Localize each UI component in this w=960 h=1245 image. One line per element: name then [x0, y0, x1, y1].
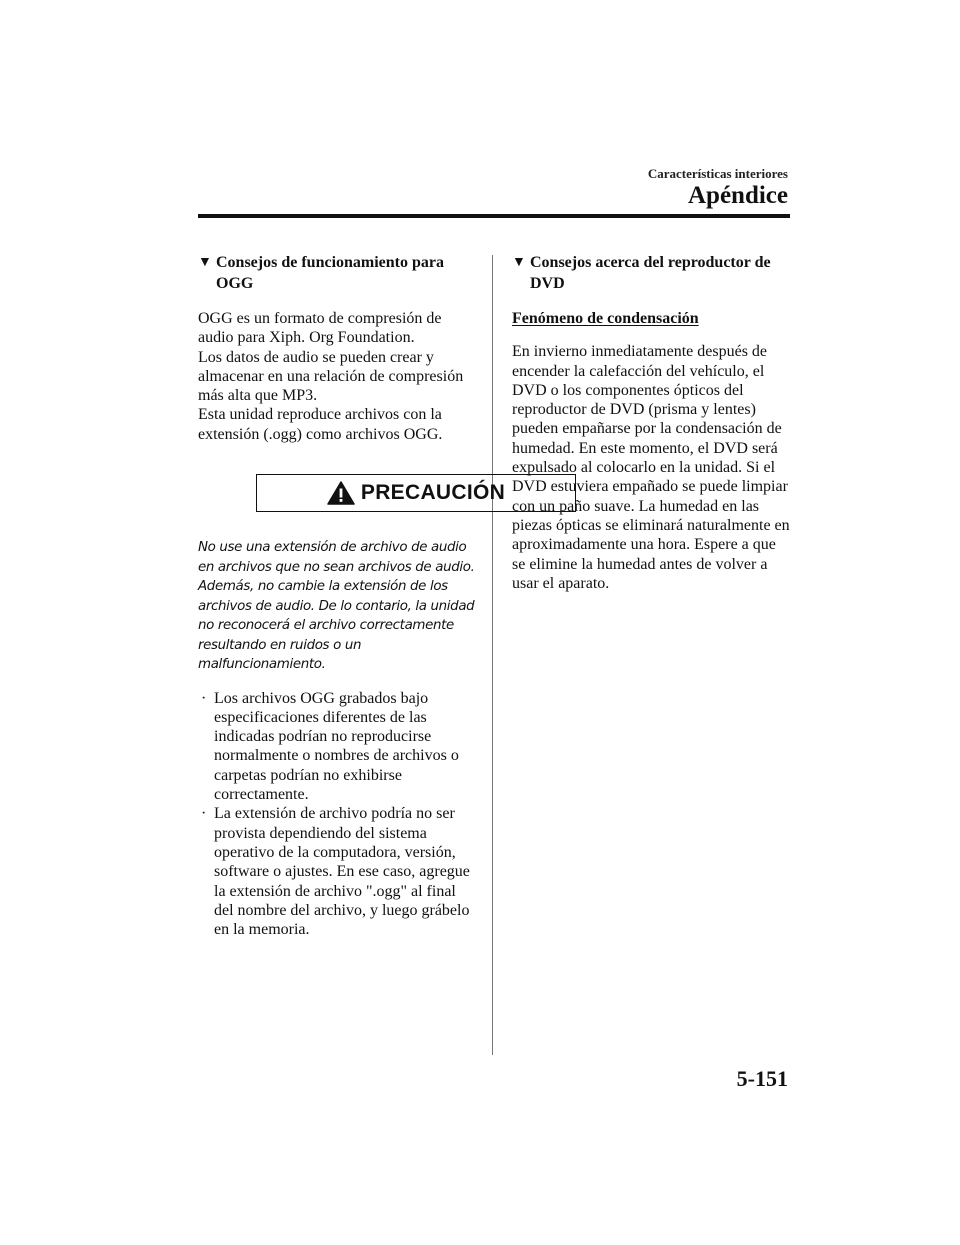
bullet-list	[198, 689, 478, 940]
chapter-title: Apéndice	[688, 182, 788, 209]
caution-text: No use una extensión de archivo de audio en archivos que no sean archivos de audio. Además, no cambie la extensión de los archivos de audio. De lo contario, la unidad no reconocerá el archivo correctamente resultando en ruidos o un malfuncionamiento.	[198, 540, 475, 673]
subheading-condensation: Fenómeno de condensación	[512, 310, 699, 327]
triangle-marker-icon: ▼	[512, 255, 526, 270]
list-item	[198, 804, 478, 939]
section-heading-text: Consejos acerca del reproductor de DVD	[530, 254, 771, 292]
paragraph: OGG es un formato de compresión de audio para Xiph. Org Foundation.	[198, 310, 442, 347]
list-item-text: Los archivos OGG grabados bajo especificaciones diferentes de las indicadas podrían no reproducirse normalmente o nombres de archivos o carpetas podrían no exhibirse correctamente.	[214, 689, 459, 804]
section-heading-text: Consejos de funcionamiento para OGG	[216, 254, 445, 292]
paragraph: Los datos de audio se pueden crear y almacenar en una relación de compresión más alta que MP3.	[198, 348, 464, 405]
page-number: 5-151	[736, 1066, 788, 1091]
triangle-marker-icon: ▼	[198, 255, 212, 270]
list-item	[198, 689, 478, 805]
column-divider	[492, 255, 493, 1055]
section-heading-dvd	[512, 252, 792, 294]
warning-triangle-icon	[327, 481, 355, 505]
section-heading-ogg	[198, 252, 478, 294]
header-divider	[198, 214, 790, 218]
list-item-text: La extensión de archivo podría no ser provista dependiendo del sistema operativo de la computadora, versión, software o ajustes. En ese caso, agregue la extensión de archivo ".ogg" al final del nombre del archivo, y luego grábelo en la memoria.	[214, 805, 470, 939]
left-column	[198, 252, 506, 939]
bullet-marker: ·	[201, 805, 207, 823]
paragraph: En invierno inmediatamente después de encender la calefacción del vehículo, el DVD o los componentes ópticos del reproductor de DVD (prisma y lentes) pueden empañarse por la condensación de humedad. En este momento, el DVD será expulsado al colocarlo en la unidad. Si el DVD estuviera empañado se puede limpiar con un paño suave. La humedad en las piezas ópticas se eliminará naturalmente en aproximadamente una hora. Espere a que se elimine la humedad antes de volver a usar el aparato.	[512, 343, 790, 592]
chapter-subtitle: Características interiores	[647, 166, 788, 181]
caution-label: PRECAUCIÓN	[360, 481, 506, 505]
paragraph: Esta unidad reproduce archivos con la extensión (.ogg) como archivos OGG.	[198, 406, 443, 443]
bullet-marker: ·	[201, 689, 207, 707]
right-column	[512, 252, 792, 593]
